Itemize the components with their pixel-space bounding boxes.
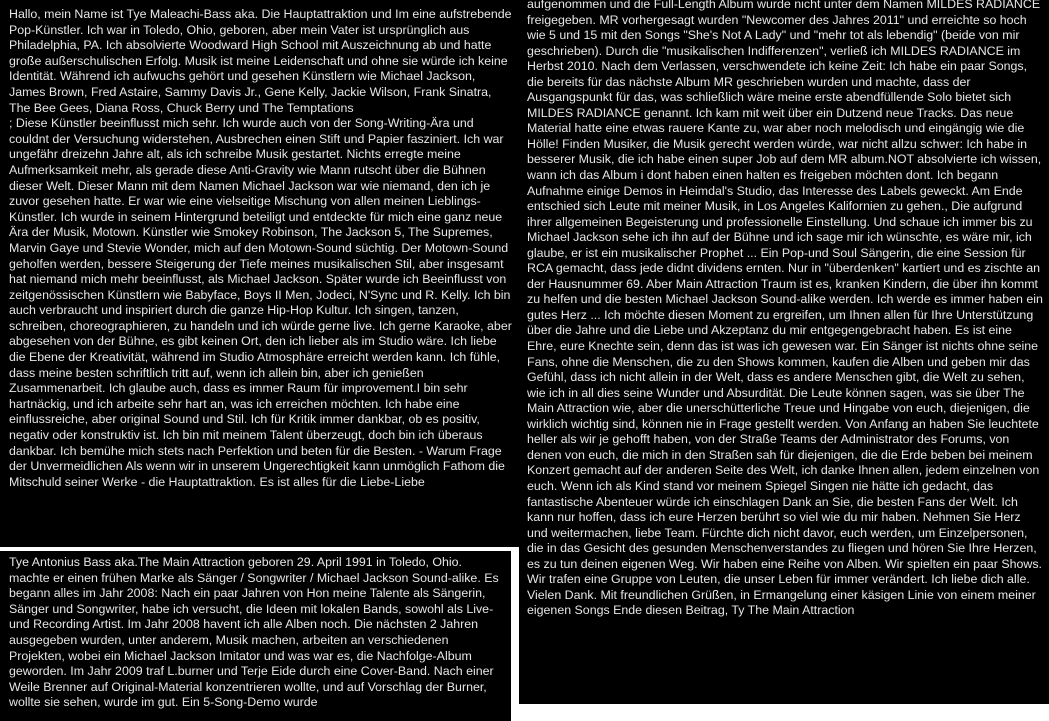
bio-paragraph: Tye Antonius Bass aka.The Main Attraction geboren 29. April 1991 in Toledo, Ohio. machte er einen frühen Marke als Sänger / Songwriter / Michael Jackson Sound-alike. Es begann alles im Jahr 2008: Nach ein paar Jahren von Hon meine Talente als Sängerin, Sänger und Songwriter, habe ich versucht, die Ideen mit lokalen Bands, sowohl als Live-und Recording Artist. Im Jahr 2008 havent ich alle Alben noch. Die nächsten 2 Jahren ausgegeben wurden, unter anderem, Musik machen, arbeiten an verschiedenen Projekten, wobei ein Michael Jackson Imitator und was war es, die Nachfolge-Album geworden. Im Jahr 2009 traf L.burner und Terje Eide durch eine Cover-Band. Nach einer Weile Brenner auf Original-Material konzentrieren wollte, und auf Vorschlag der Burner, wollte sie sehen, wurde im gut. Ein 5-Song-Demo wurde: [9, 555, 503, 710]
continuation-text-panel: [519, 0, 1049, 704]
continuation-paragraph: aufgenommen und die Full-Length Album wurde nicht unter dem Namen MILDES RADIANCE freigegeben. MR vorhergesagt wurden "Newcomer des Jahres 2011" und erreichte so hoch wie 5 und 15 mit den Songs "She's Not A Lady" und "mehr tot als lebendig" (beide von mir geschrieben). Durch die "musikalischen Indifferenzen", verließ ich MILDES RADIANCE im Herbst 2010. Nach dem Verlassen, verschwendete ich keine Zeit: Ich habe ein paar Songs, die bereits für das nächste Album MR geschrieben wurden und machte, dass der Ausgangspunkt für das, was schließlich wäre meine erste abendfüllende Solo bietet sich MILDES RADIANCE genannt. Ich kam mit weit über ein Dutzend neue Tracks. Das neue Material hatte eine etwas rauere Kante zu, war aber noch melodisch und eingängig wie die Hölle! Finden Musiker, die Musik gerecht werden würde, war nicht allzu schwer: Ich habe in besserer Musik, die ich habe einen super Job auf dem MR album.NOT absolvierte ich wissen, wann ich das Album i dont haben einen halten es freigeben möchten dont. Ich begann Aufnahme einige Demos in Heimdal's Studio, das Interesse des Labels geweckt. Am Ende entschied sich Leute mit meiner Musik, in Los Angeles Kalifornien zu gehen., Die aufgrund ihrer allgemeinen Begeisterung und professionelle Einstellung. Und schaue ich immer bis zu Michael Jackson sehe ich ihn auf der Bühne und ich sage mir ich wünschte, es wäre mir, ich glaube, er ist ein musikalischer Prophet ... Ein Pop-und Soul Sängerin, die eine Session für RCA gemacht, dass jede didnt dividens ernten. Nur in "überdenken" kartiert und es zischte an der Hausnummer 69. Aber Main Attraction Traum ist es, kranken Kindern, die über ihn kommt zu helfen und die besten Michael Jackson Sound-alike werden. Ich werde es immer haben ein gutes Herz ... Ich möchte diesen Moment zu ergreifen, um Ihnen allen für Ihre Unterstützung über die Jahre und die Liebe und Akzeptanz du mir entgegengebracht haben. Es ist eine Ehre, eure Knechte sein, denn das ist was ich gewesen war. Ein Sänger ist nichts ohne seine Fans, ohne die Menschen, die zu den Shows kommen, kaufen die Alben und geben mir das Gefühl, dass ich nicht allein in der Welt, dass es andere Menschen gibt, die Welt zu sehen, wie ich in all dies seine Wunder und Absurdität. Die Leute können sagen, was sie über The Main Attraction wie, aber die unerschütterliche Treue und Hingabe von euch, diejenigen, die wirklich wichtig sind, können nie in Frage gestellt werden. Von Anfang an haben Sie leuchtete heller als wir je gehofft haben, von der Straße Teams der Administrator des Forums, von denen von euch, die mich in den Straßen sah für diejenigen, die die Erde beben bei meinem Konzert gemacht auf der anderen Seite des Welt, ich danke Ihnen allen, jedem einzelnen von euch. Wenn ich als Kind stand vor meinem Spiegel Singen nie hätte ich gedacht, das fantastische Abenteuer würde ich einschlagen Dank an Sie, die besten Fans der Welt. Ich kann nur hoffen, dass ich eure Herzen berührt so viel wie du mir haben. Nehmen Sie Herz und weitermachen, liebe Team. Fürchte dich nicht davor, euch werden, um Einzelpersonen, die in das Gesicht des gesunden Menschenverstandes zu fliegen und hören Sie Ihre Herzen, es zu tun deinen eigenen Weg. Wir haben eine Reihe von Alben. Wir spielten ein paar Shows. Wir trafen eine Gruppe von Leuten, die unser Leben für immer verändert. Ich liebe dich alle. Vielen Dank. Mit freundlichen Grüßen, in Ermangelung einer käsigen Linie von einem meiner eigenen Songs Ende diesen Beitrag, Ty The Main Attraction: [527, 0, 1047, 618]
bio-text-panel: [0, 551, 511, 721]
panel-gap: [511, 547, 519, 721]
intro-paragraph: Hallo, mein Name ist Tye Maleachi-Bass aka. Die Hauptattraktion und Im eine aufstrebende Pop-Künstler. Ich war in Toledo, Ohio, geboren, aber mein Vater ist ursprünglich aus Philadelphia, PA. Ich absolvierte Woodward High School mit Auszeichnung ab und hatte große außerschulischen Erfolg. Musik ist meine Leidenschaft und ohne sie würde ich keine Identität. Während ich aufwuchs gehört und gesehen Künstlern wie Michael Jackson, James Brown, Fred Astaire, Sammy Davis Jr., Gene Kelly, Jackie Wilson, Frank Sinatra, The Bee Gees, Diana Ross, Chuck Berry und The Temptations ; Diese Künstler beeinflusst mich sehr. Ich wurde auch von der Song-Writing-Ära und couldnt der Versuchung widerstehen, Ausbrechen einen Stift und Papier fasziniert. Ich war ungefähr dreizehn Jahre alt, als ich schreibe Musik gestartet. Nichts erregte meine Aufmerksamkeit mehr, als gerade diese Anti-Gravity wie Mann rutscht über die Bühnen dieser Welt. Dieser Mann mit dem Namen Michael Jackson war wie niemand, den ich je zuvor gesehen hatte. Er war wie eine vielseitige Mischung von allen meinen Lieblings-Künstler. Ich wurde in seinem Hintergrund beteiligt und entdeckte für mich eine ganz neue Ära der Musik, Motown. Künstler wie Smokey Robinson, The Jackson 5, The Supremes, Marvin Gaye und Stevie Wonder, mich auf den Motown-Sound süchtig. Der Motown-Sound geholfen werden, bessere Steigerung der Tiefe meines musikalischen Stil, aber insgesamt hat niemand mich mehr beeinflusst, als Michael Jackson. Später wurde ich Beeinflusst von zeitgenössischen Künstlern wie Babyface, Boys II Men, Jodeci, N'Sync und R. Kelly. Ich bin auch verbraucht und inspiriert durch die ganze Hip-Hop Kultur. Ich singen, tanzen, schreiben, choreographieren, zu handeln und ich würde gerne live. Ich gerne Karaoke, aber abgesehen von der Bühne, es gibt keinen Ort, den ich lieber als im Studio wäre. Ich liebe die Ebene der Kreativität, während im Studio Atmosphäre erreicht werden kann. Ich fühle, dass meine besten schriftlich tritt auf, wenn ich allein bin, aber ich genießen Zusammenarbeit. Ich glaube auch, dass es immer Raum für improvement.I bin sehr hartnäckig, und ich arbeite sehr hart an, was ich erreichen möchten. Ich habe eine einflussreiche, aber original Sound und Stil. Ich für Kritik immer dankbar, ob es positiv, negativ oder konstruktiv ist. Ich bin mit meinem Talent überzeugt, doch bin ich überaus dankbar. Ich bemühe mich stets nach Perfektion und beten für die Besten. - Warum Frage der Unvermeidlichen Als wenn wir in unserem Ungerechtigkeit kann unmöglich Fathom die Mitschuld seiner Werke - die Hauptattraktion. Es ist alles für die Liebe-Liebe: [9, 7, 512, 489]
intro-text-panel: [0, 0, 519, 547]
